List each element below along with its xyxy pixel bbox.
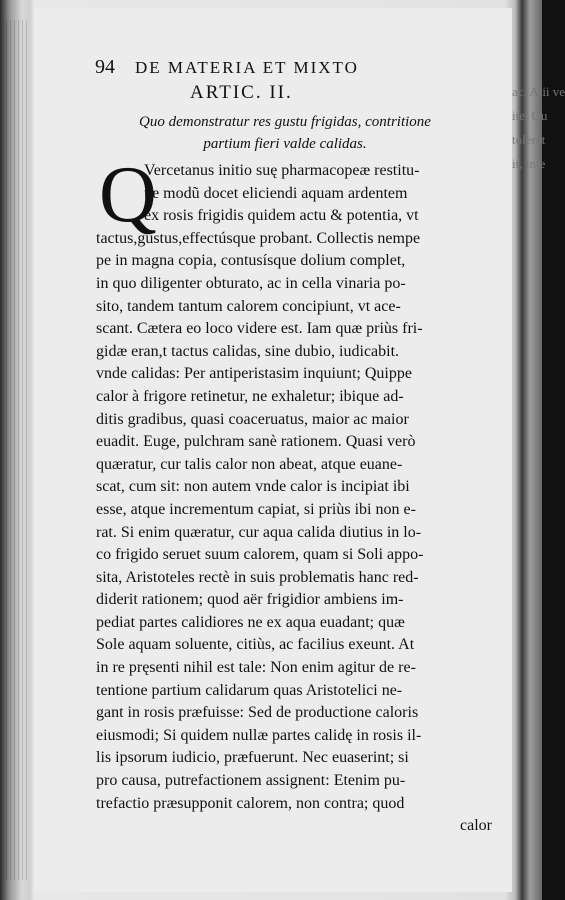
running-title: DE MATERIA ET MIXTO [135, 58, 359, 77]
drop-cap: Q [99, 151, 157, 239]
body-line: tactus,gustus,effectúsque probant. Collectis nempe [96, 229, 421, 247]
body-text [96, 151, 496, 838]
body-line: gidæ eran,t tactus calidas, sine dubio, iudicabit. [96, 342, 400, 360]
facing-fragment-line: it, inte [512, 156, 546, 171]
body-line: quæratur, cur talis calor non abeat, atque euane- [96, 455, 403, 473]
body-line: in quo diligenter obturato, ac in cella vinaria po- [96, 274, 406, 292]
body-line: euadit. Euge, pulchram sanè rationem. Quasi verò [96, 433, 416, 451]
body-line: in re pręsenti nihil est tale: Non enim agitur de re- [96, 659, 416, 677]
body-line: pro causa, putrefactionem assignent: Etenim pu- [96, 772, 406, 790]
body-line: rat. Si enim quæratur, cur aqua calida diutius in lo- [96, 523, 422, 541]
body-line: sito, tandem tantum calorem concipiunt, vt ace- [96, 297, 401, 315]
body-line: pediat partes calidiores ne ex aqua euadant; quæ [96, 613, 405, 631]
facing-page-fragment [512, 80, 565, 220]
body-line: diderit rationem; quod aër frigidior ambiens im- [96, 591, 404, 609]
body-line: Vercetanus initio suę pharmacopeæ restitu- [144, 162, 420, 179]
body-line: trefactio præsupponit calorem, non contra; quod [96, 794, 405, 812]
body-line: Sole aquam soluente, citiùs, ac facilius exeunt. At [96, 636, 415, 654]
body-line: ditis gradibus, quasi coaceruatus, maior ac maior [96, 410, 409, 428]
facing-fragment-line: ite. Qu [512, 108, 548, 123]
facing-fragment-line: ac. Alii ve [512, 84, 565, 99]
body-line: scat, cum sit: non autem vnde calor is incipiat ibi [96, 478, 410, 496]
article-subtitle [110, 111, 460, 155]
body-line: eiusmodi; Si quidem nullæ partes calidę in rosis il- [96, 726, 422, 744]
page-number: 94 [95, 56, 115, 78]
subtitle-line: partium fieri valde calidas. [203, 136, 367, 152]
facing-fragment-line: toleret [512, 132, 546, 147]
running-head [95, 56, 475, 82]
body-line: esse, atque incrementum capiat, si priùs ibi non e- [96, 500, 416, 518]
subtitle-line: Quo demonstratur res gustu frigidas, contritione [139, 114, 431, 130]
body-line: calor à frigore retinetur, ne exhaletur; ibique ad- [96, 387, 404, 405]
body-line: vnde calidas: Per antiperistasim inquiunt; Quippe [96, 365, 412, 383]
body-line: co frigido seruet suum calorem, quam si Soli appo- [96, 546, 424, 564]
body-line: ex rosis frigidis quidem actu & potentia, vt [144, 207, 419, 225]
body-line: scant. Cætera eo loco videre est. Iam quæ priùs fri- [96, 320, 423, 338]
catchword: calor [460, 817, 492, 835]
body-line: tentione partium calidarum quas Aristotelici ne- [96, 681, 403, 699]
page-edges [6, 20, 30, 880]
body-line: sita, Aristoteles rectè in suis problematis hanc red- [96, 568, 419, 586]
body-line: gant in rosis præfuisse: Sed de productione caloris [96, 704, 419, 722]
body-line: tæ modũ docet eliciendi aquam ardentem [144, 184, 408, 202]
body-line: lis ipsorum iudicio, præfuerunt. Nec euaserint; si [96, 749, 409, 767]
article-heading: ARTIC. II. [190, 82, 293, 103]
body-line: pe in magna copia, contusísque dolium complet, [96, 252, 406, 270]
